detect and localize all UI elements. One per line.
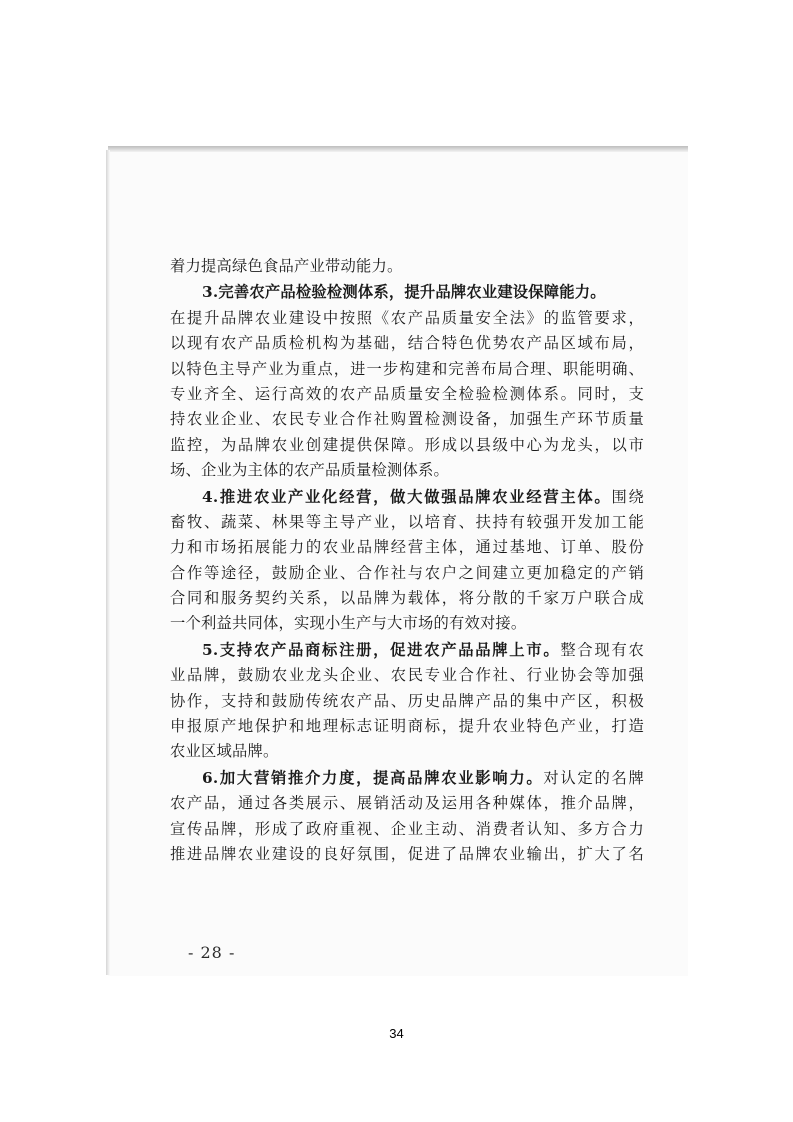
paragraph-line: 以特色主导产业为重点，进一步构建和完善布局合理、职能明确、 [170, 359, 644, 378]
scan-top-edge [108, 146, 688, 152]
paragraph-line: 持农业企业、农民专业合作社购置检测设备，加强生产环节质量 [170, 410, 644, 429]
paragraph-line: 以现有农产品质检机构为基础，结合特色优势农产品区域布局， [170, 334, 644, 353]
paragraph-line: 申报原产地保护和地理标志证明商标，提升农业特色产业，打造 [170, 717, 644, 736]
heading-tail-text: 对认定的名牌 [543, 768, 644, 787]
scan-left-edge [106, 150, 110, 975]
paragraph-line: 在提升品牌农业建设中按照《农产品质量安全法》的监管要求， [170, 308, 644, 327]
section-heading-4 [170, 485, 644, 510]
paragraph-line: 场、企业为主体的农产品质量检测体系。 [170, 461, 449, 480]
paragraph-line: 力和市场拓展能力的农业品牌经营主体，通过基地、订单、股份 [170, 538, 644, 557]
section-heading-6 [170, 766, 644, 791]
paragraph-line: 一个利益共同体，实现小生产与大市场的有效对接。 [170, 614, 527, 633]
paragraph-line: 畜牧、蔬菜、林果等主导产业，以培育、扶持有较强开发加工能 [170, 512, 644, 531]
heading-bold-text: 5.支持农产品商标注册，促进农产品品牌上市。 [202, 640, 561, 659]
heading-tail-text: 围绕 [611, 487, 644, 506]
paragraph-line: 合同和服务契约关系，以品牌为载体，将分散的千家万户联合成 [170, 589, 644, 608]
paragraph-line: 推进品牌农业建设的良好氛围，促进了品牌农业输出，扩大了名 [170, 844, 644, 863]
paragraph-line: 监控，为品牌农业创建提供保障。形成以县级中心为龙头，以市 [170, 435, 644, 454]
paragraph-line: 专业齐全、运行高效的农产品质量安全检验检测体系。同时，支 [170, 384, 644, 403]
footer-page-number: 34 [389, 1026, 404, 1041]
paragraph-line: 协作，支持和鼓励传统农产品、历史品牌产品的集中产区，积极 [170, 691, 644, 710]
paragraph-line: 农产品，通过各类展示、展销活动及运用各种媒体，推介品牌， [170, 794, 644, 813]
paragraph-line: 着力提高绿色食品产业带动能力。 [170, 257, 403, 275]
heading-bold-text: 6.加大营销推介力度，提高品牌农业影响力。 [202, 768, 544, 787]
heading-bold-text: 4.推进农业产业化经营，做大做强品牌农业经营主体。 [202, 487, 612, 506]
paragraph-line: 宣传品牌，形成了政府重视、企业主动、消费者认知、多方合力 [170, 819, 644, 838]
document-body [170, 254, 644, 867]
paragraph-line: 农业区域品牌。 [170, 742, 279, 761]
heading-tail-text: 整合现有农 [560, 640, 644, 659]
page-number: - 28 - [188, 943, 236, 962]
section-heading-5 [170, 638, 644, 663]
paragraph-line: 业品牌，鼓励农业龙头企业、农民专业合作社、行业协会等加强 [170, 666, 644, 685]
paragraph-line: 合作等途径，鼓励企业、合作社与农户之间建立更加稳定的产销 [170, 563, 644, 582]
section-heading-3: 3.完善农产品检验检测体系，提升品牌农业建设保障能力。 [202, 283, 606, 302]
